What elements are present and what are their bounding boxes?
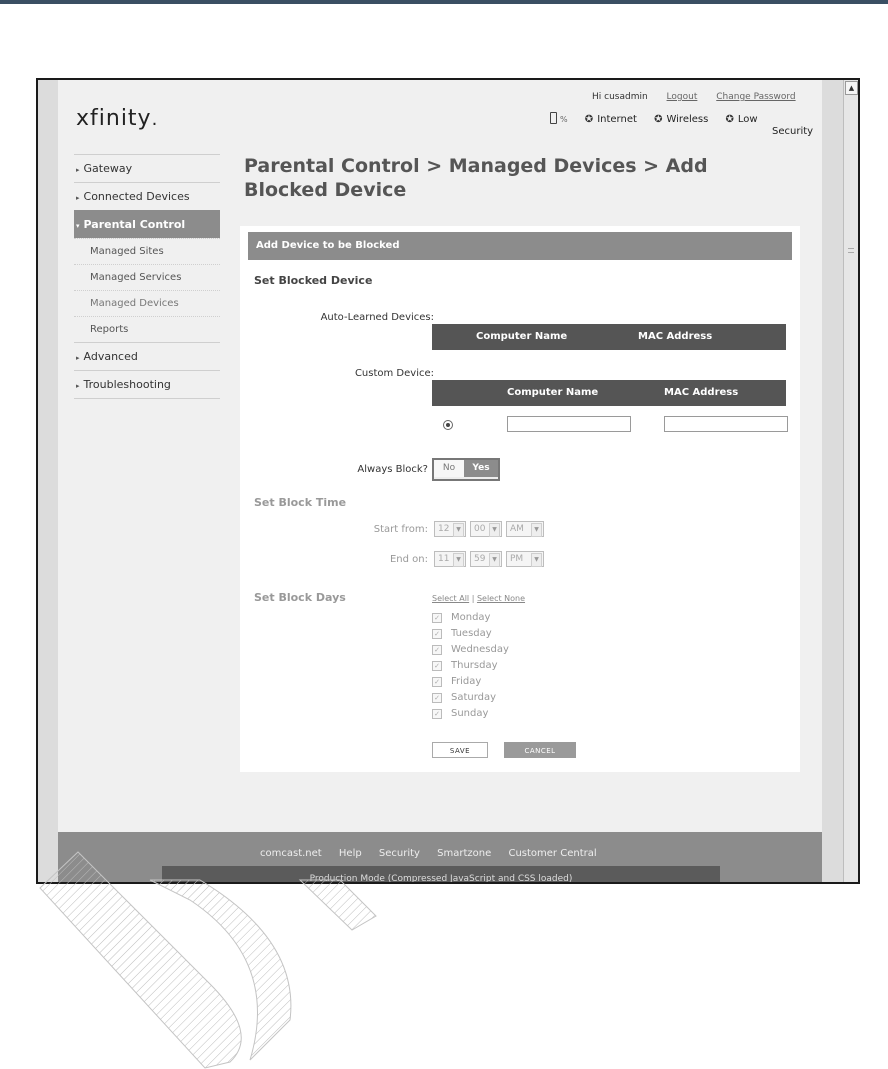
- chevron-down-icon: ▼: [489, 553, 500, 567]
- cancel-button[interactable]: CANCEL: [504, 742, 576, 758]
- col-computer-name: Computer Name: [507, 387, 599, 398]
- battery-percent: %: [560, 115, 568, 124]
- start-hour-value: 12: [438, 524, 450, 534]
- wireless-status-icon: ✪: [654, 114, 663, 125]
- security-label-line1: Low: [737, 114, 758, 125]
- sidebar-item-label: Connected Devices: [83, 190, 190, 203]
- checkbox-checked-icon[interactable]: ✓: [432, 693, 442, 703]
- page-title: Parental Control > Managed Devices > Add Blocked Device: [244, 155, 708, 201]
- set-block-time-heading: Set Block Time: [254, 496, 347, 509]
- logo-dot: .: [151, 109, 159, 130]
- chevron-down-icon: ▼: [453, 553, 464, 567]
- day-label: Thursday: [451, 660, 498, 671]
- set-block-days-heading: Set Block Days: [254, 591, 346, 604]
- day-label: Wednesday: [451, 644, 509, 655]
- toggle-yes[interactable]: Yes: [464, 460, 498, 477]
- start-minute-value: 00: [474, 524, 486, 534]
- footer-link-help[interactable]: Help: [338, 848, 362, 859]
- custom-device-label: Custom Device:: [354, 368, 434, 379]
- checkbox-checked-icon[interactable]: ✓: [432, 709, 442, 719]
- sidebar-item-label: Gateway: [83, 162, 133, 175]
- chevron-right-icon: ▸: [76, 382, 80, 390]
- checkbox-checked-icon[interactable]: ✓: [432, 677, 442, 687]
- checkbox-checked-icon[interactable]: ✓: [432, 613, 442, 623]
- checkbox-checked-icon[interactable]: ✓: [432, 645, 442, 655]
- checkbox-checked-icon[interactable]: ✓: [432, 661, 442, 671]
- col-mac-address: MAC Address: [638, 331, 713, 342]
- footer-link-security[interactable]: Security: [378, 848, 420, 859]
- chevron-down-icon: ▼: [453, 523, 464, 537]
- start-ampm-value: AM: [510, 524, 524, 534]
- footer-link-customer-central[interactable]: Customer Central: [508, 848, 597, 859]
- watermark-letter-d: [40, 852, 241, 1068]
- panel-header: Add Device to be Blocked: [248, 232, 792, 260]
- end-ampm-value: PM: [510, 554, 524, 564]
- end-hour-value: 11: [438, 554, 450, 564]
- checkbox-checked-icon[interactable]: ✓: [432, 629, 442, 639]
- day-label: Tuesday: [451, 628, 492, 639]
- footer-link-comcast[interactable]: comcast.net: [260, 848, 322, 859]
- internet-label: Internet: [597, 114, 637, 125]
- sidebar-subitem-managed-sites[interactable]: Managed Sites: [74, 238, 220, 264]
- internet-status-icon: ✪: [584, 114, 594, 125]
- chevron-right-icon: ▸: [76, 194, 80, 202]
- chevron-right-icon: ▸: [76, 166, 80, 174]
- save-button[interactable]: SAVE: [432, 742, 488, 758]
- sidebar-subitem-managed-devices[interactable]: Managed Devices: [74, 290, 220, 316]
- day-label: Monday: [451, 612, 491, 623]
- auto-learned-label: Auto-Learned Devices:: [320, 312, 434, 323]
- sidebar-subitem-reports[interactable]: Reports: [74, 316, 220, 342]
- col-mac-address: MAC Address: [664, 387, 739, 398]
- scroll-up-arrow-icon[interactable]: ▲: [845, 81, 858, 95]
- wireless-label: Wireless: [666, 114, 709, 125]
- day-label: Sunday: [451, 708, 489, 719]
- sidebar-item-label: Parental Control: [83, 218, 186, 231]
- change-password-link[interactable]: Change Password: [716, 92, 796, 102]
- select-none-link[interactable]: Select None: [476, 594, 526, 603]
- always-block-label: Always Block?: [357, 464, 428, 475]
- production-mode-banner: Production Mode (Compressed JavaScript and CSS loaded): [162, 866, 720, 884]
- sidebar-subitem-managed-services[interactable]: Managed Services: [74, 264, 220, 290]
- sidebar-item-label: Advanced: [83, 350, 138, 363]
- select-all-link[interactable]: Select All: [432, 594, 470, 603]
- day-label: Saturday: [451, 692, 497, 703]
- start-from-label: Start from:: [373, 524, 428, 535]
- end-on-label: End on:: [389, 554, 428, 565]
- security-label-line2: Security: [772, 126, 814, 137]
- set-blocked-device-heading: Set Blocked Device: [254, 274, 373, 287]
- toggle-no[interactable]: No: [434, 460, 464, 477]
- chevron-right-icon: ▸: [76, 354, 80, 362]
- chevron-down-icon: ▼: [531, 523, 542, 537]
- day-label: Friday: [451, 676, 482, 687]
- security-status-icon: ✪: [725, 114, 734, 125]
- col-computer-name: Computer Name: [476, 331, 568, 342]
- watermark-letter-r: [300, 880, 376, 930]
- logo-text: xfinity: [76, 106, 152, 131]
- chevron-down-icon: ▾: [76, 222, 80, 230]
- footer-link-smartzone[interactable]: Smartzone: [437, 848, 492, 859]
- logout-link[interactable]: Logout: [666, 92, 698, 102]
- chevron-down-icon: ▼: [531, 553, 542, 567]
- chevron-down-icon: ▼: [489, 523, 500, 537]
- end-minute-value: 59: [474, 554, 486, 564]
- select-separator: |: [471, 594, 475, 603]
- greeting-text: Hi cusadmin: [592, 92, 648, 102]
- sidebar-item-label: Troubleshooting: [83, 378, 171, 391]
